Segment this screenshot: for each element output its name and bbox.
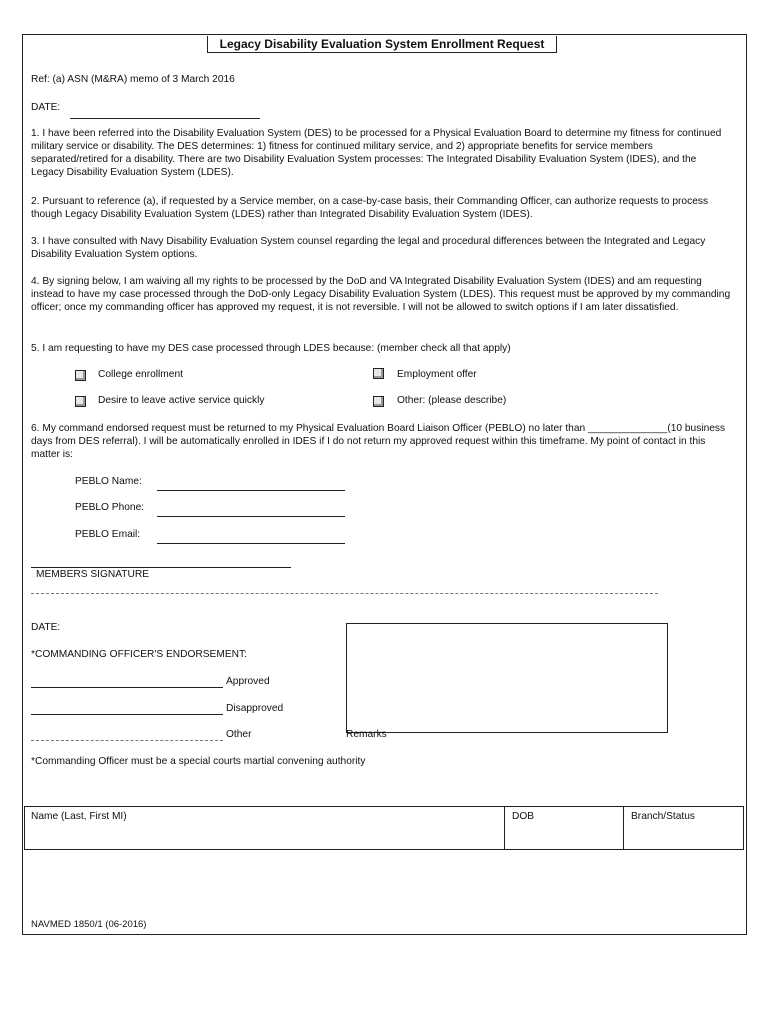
remarks-label: Remarks — [346, 729, 387, 740]
leave-service-label: Desire to leave active service quickly — [98, 395, 265, 406]
dob-header: DOB — [512, 811, 535, 822]
paragraph-1: 1. I have been referred into the Disability Evaluation System (DES) to be processed for a Physical Evaluation Board to determine my fitness for continued military service or disability. The DES determines: 1) fitness for continued military service, and 2) appropriate benefits for service members separated/retired for a disability. There are two Disability Evaluation System processes: The Integrated Disability Evaluation System (IDES), and the Legacy Disability Evaluation System (LDES). — [31, 128, 722, 178]
co-note: *Commanding Officer must be a special courts martial convening authority — [31, 756, 366, 767]
paragraph-6: 6. My command endorsed request must be returned to my Physical Evaluation Board Liaison Officer (PEBLO) no later than ______________(10 business days from DES referral). I will be automatically enrolled in IDES if I do not return my approved request within this timeframe. My point of contact in this matter is: — [31, 423, 726, 460]
separator-line — [31, 593, 658, 594]
date-label: DATE: — [31, 102, 61, 113]
table-divider-1 — [504, 806, 505, 850]
members-signature-field[interactable] — [31, 567, 291, 568]
leave-service-checkbox[interactable] — [75, 396, 86, 407]
other-field[interactable] — [31, 740, 223, 741]
reference-line: Ref: (a) ASN (M&RA) memo of 3 March 2016 — [31, 74, 235, 85]
peblo-email-label: PEBLO Email: — [75, 529, 141, 540]
form-title: Legacy Disability Evaluation System Enrollment Request — [207, 36, 557, 53]
peblo-name-field[interactable] — [157, 490, 345, 491]
paragraph-3: 3. I have consulted with Navy Disability Evaluation System counsel regarding the legal and procedural differences between the Integrated and Legacy Disability Evaluation System options. — [31, 236, 706, 260]
paragraph-2: 2. Pursuant to reference (a), if requested by a Service member, on a case-by-case basis, their Commanding Officer, can authorize requests to process though Legacy Disability Evaluation System (LDES) rather than Integrated Disability Evaluation System (IDES). — [31, 196, 709, 220]
college-enrollment-label: College enrollment — [98, 369, 183, 380]
approved-field[interactable] — [31, 687, 223, 688]
paragraph-5: 5. I am requesting to have my DES case processed through LDES because: (member check all that apply) — [31, 343, 511, 354]
other-label: Other — [226, 729, 252, 740]
date-label-2: DATE: — [31, 622, 61, 633]
date-field[interactable] — [70, 118, 260, 119]
peblo-phone-label: PEBLO Phone: — [75, 502, 145, 513]
other-reason-label: Other: (please describe) — [397, 395, 507, 406]
name-header: Name (Last, First MI) — [31, 811, 127, 822]
other-reason-checkbox[interactable] — [373, 396, 384, 407]
disapproved-label: Disapproved — [226, 703, 284, 714]
employment-offer-checkbox[interactable] — [373, 368, 384, 379]
paragraph-4: 4. By signing below, I am waiving all my rights to be processed by the DoD and VA Integrated Disability Evaluation System (IDES) and am requesting instead to have my case processed through the DoD-only Legacy Disability Evaluation System (LDES). This request must be approved by my commanding officer; once my commanding officer has approved my request, it is not reversible. I will not be allowed to switch options if I am later dissatisfied. — [31, 276, 731, 313]
table-divider-2 — [623, 806, 624, 850]
peblo-email-field[interactable] — [157, 543, 345, 544]
disapproved-field[interactable] — [31, 714, 223, 715]
branch-status-header: Branch/Status — [631, 811, 695, 822]
co-endorsement-label: *COMMANDING OFFICER'S ENDORSEMENT: — [31, 649, 247, 660]
members-signature-label: MEMBERS SIGNATURE — [36, 569, 150, 580]
peblo-phone-field[interactable] — [157, 516, 345, 517]
approved-label: Approved — [226, 676, 270, 687]
form-number: NAVMED 1850/1 (06-2016) — [31, 919, 147, 930]
employment-offer-label: Employment offer — [397, 369, 477, 380]
remarks-box[interactable] — [346, 623, 668, 733]
college-enrollment-checkbox[interactable] — [75, 370, 86, 381]
peblo-name-label: PEBLO Name: — [75, 476, 142, 487]
